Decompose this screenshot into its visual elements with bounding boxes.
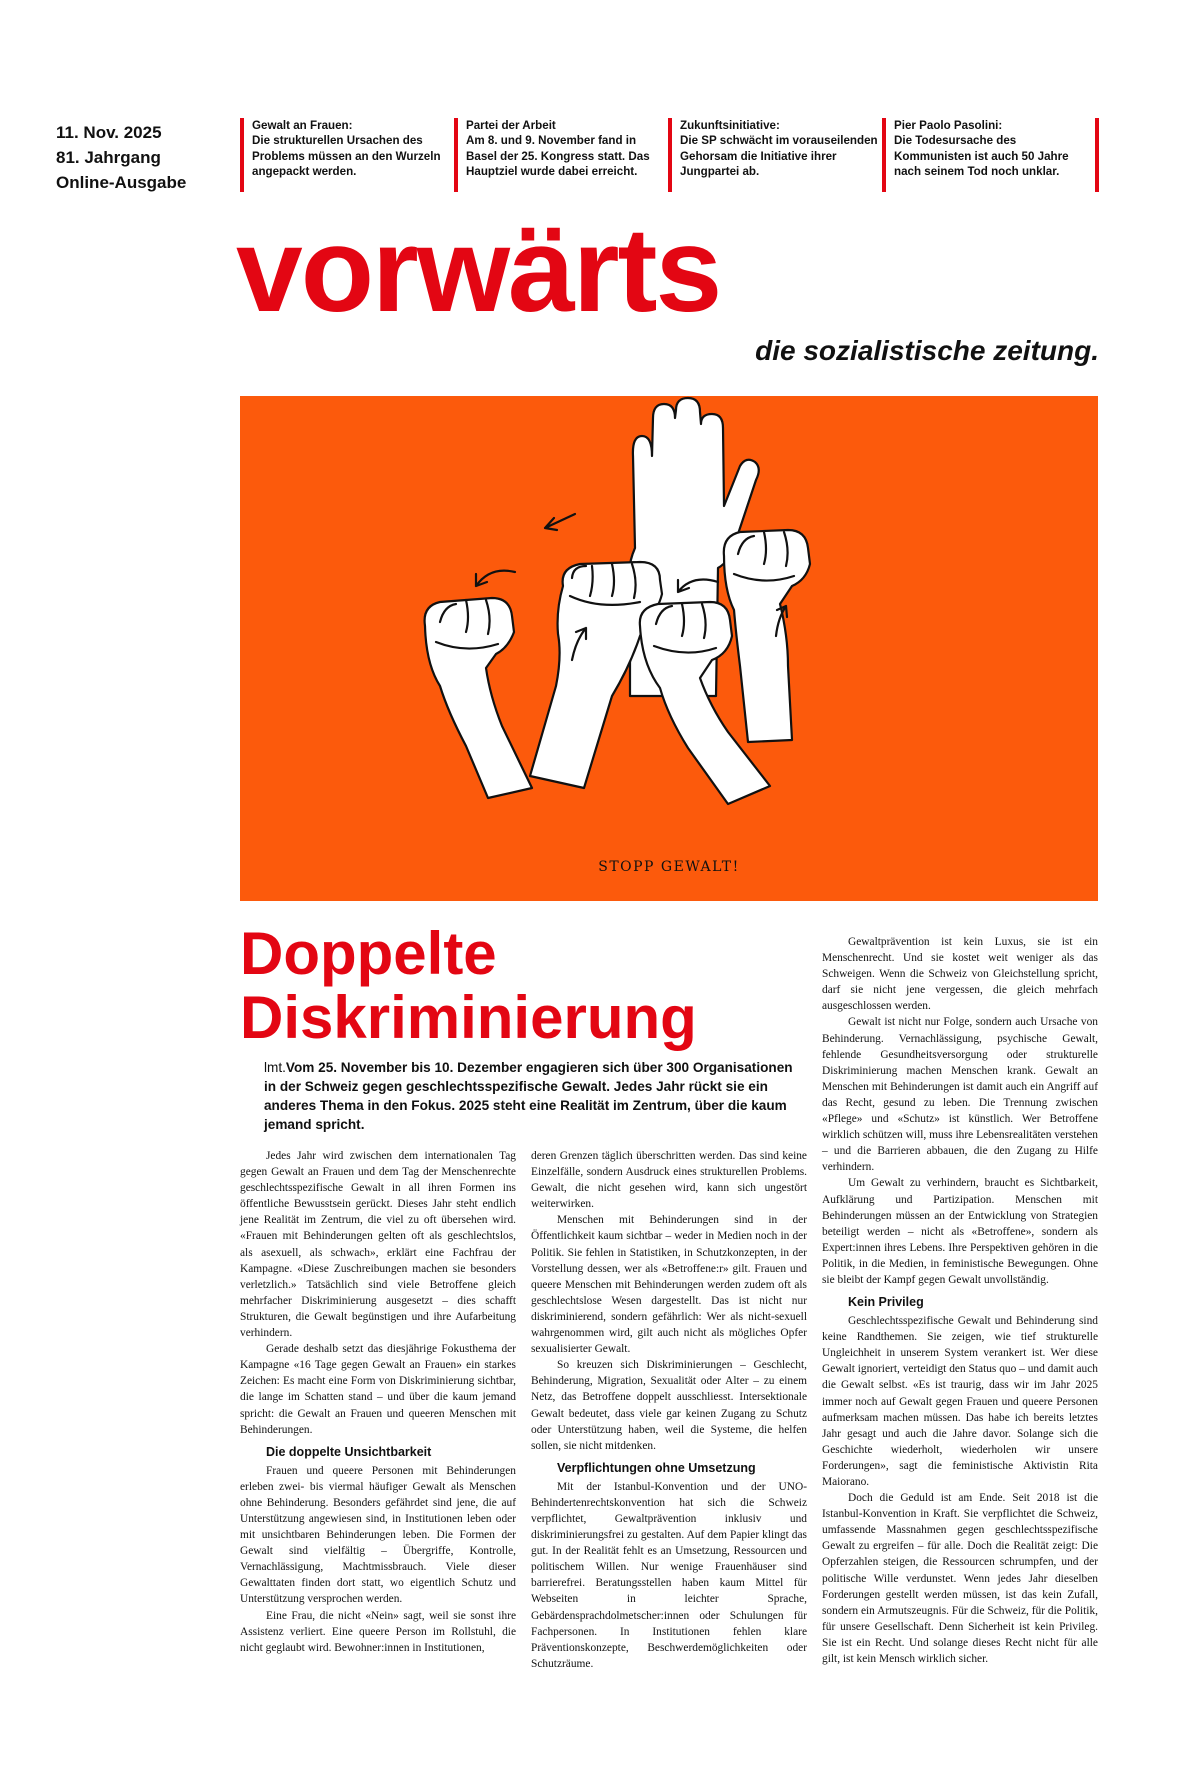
issue-date: 11. Nov. 2025: [56, 123, 162, 142]
paragraph: Geschlechtsspezifische Gewalt und Behinderung sind keine Randthemen. Sie zeigen, wie tief strukturelle Ungleichheit in unserem System verankert ist. Wer diese Gewalt ignoriert, verteidigt den Status quo – und damit auch die Gewalt selbst. «Es ist traurig, dass wir im Jahr 2025 immer noch auf Gewalt gegen Frauen und queere Personen aufmerksam machen müssen. Das habe ich bereits letztes Jahr gesagt und auch die Jahre davor. Solange sich die Geschichte wiederholt, wiederholen wir unsere Forderungen», sagt die feministische Aktivistin Rita Maiorano.: [822, 1315, 1098, 1488]
teaser-zukunftsinitiative[interactable]: [668, 118, 882, 192]
paragraph: Gerade deshalb setzt das diesjährige Fokusthema der Kampagne «16 Tage gegen Gewalt an Frauen» ein starkes Zeichen: Es macht eine Form von Diskriminierung sichtbar, die lange im Schatten stand – und über die kaum jemand spricht: die Gewalt an Frauen und queeren Menschen mit Behinderungen.: [240, 1343, 516, 1436]
paragraph: Jedes Jahr wird zwischen dem internationalen Tag gegen Gewalt an Frauen und dem Tag der Menschenrechte geschlechtsspezifische Gewalt in all ihren Formen ins öffentliche Bewusstsein gerückt. Dieses Jahr steht endlich jene Realität im Zentrum, die viel zu oft übersehen wird. «Frauen mit Behinderungen gelten oft als geschlechtslos, als asexuell, als schwach», erklärt eine Fachfrau der Kampagne. «Diese Zuschreibungen machen sie besonders verletzlich.» Tatsächlich sind viele Betroffene gleich mehrfacher Diskriminierung ausgesetzt – dies schafft Strukturen, die Gewalt begünstigen und ihre Aufarbeitung verhindern.: [240, 1150, 516, 1340]
fist-far-right-shape: [724, 530, 810, 742]
paragraph: Mit der Istanbul-Konvention und der UNO-Behindertenrechtskonvention hat sich die Schweiz verpflichtet, Gewaltprävention inklusiv und diskriminierungsfrei zu gestalten. Auf dem Papier klingt das gut. In der Realität fehlt es an Umsetzung, Ressourcen und politischem Willen. Nur wenige Frauenhäuser sind barrierefrei. Beratungsstellen haben kaum Mittel für Webseiten in leichter Sprache, Gebärdensprachdolmetscher:innen oder Schulungen für Fachpersonen. In Institutionen fehlen klare Präventionskonzepte, Beschwerdemöglichkeiten oder Schutzräume.: [531, 1480, 807, 1670]
masthead-tagline: die sozialistische zeitung.: [755, 335, 1099, 366]
paragraph: Gewaltprävention ist kein Luxus, sie ist ein Menschenrecht. Und sie kostet weit weniger als das Schweigen. Wenn die Schweiz von Gleichstellung spricht, darf sie nicht jene vergessen, die gleich mehrfach ausgeschlossen werden.: [822, 936, 1098, 1013]
arrow-shape: [476, 571, 515, 586]
arrow-shape: [545, 514, 575, 530]
teaser-end-rule: [1095, 118, 1099, 192]
teaser-pasolini[interactable]: [882, 118, 1095, 192]
article-column-3: [822, 934, 1098, 1667]
teaser-kicker: Gewalt an Frauen:: [252, 119, 353, 132]
article-headline: [240, 922, 697, 1050]
article-column-2: [531, 1148, 807, 1672]
paragraph: Menschen mit Behinderungen sind in der Öffentlichkeit kaum sichtbar – weder in Medien noch in der Politik. Sie fehlen in Statistiken, in Schutzkonzepten, in der Vorstellung dessen, wer als «Betroffene:r» gilt. Frauen und queere Menschen mit Behinderungen werden zudem oft als geschlechtslose Wesen dargestellt. Das ist nicht nur diskriminierend, sondern gefährlich: Wer als nicht-sexuell wahrgenommen wird, gilt auch nicht als mögliches Opfer sexualisierter Gewalt.: [531, 1214, 807, 1356]
teaser-text: Am 8. und 9. November fand in Basel der 25. Kongress statt. Das Hauptziel wurde dabei erreicht.: [466, 134, 650, 179]
fist-far-left-shape: [425, 598, 532, 798]
headline-line-2: Diskriminierung: [240, 984, 697, 1051]
teaser-text: Die Todesursache des Kommunisten ist auch 50 Jahre nach seinem Tod noch unklar.: [894, 134, 1069, 179]
issue-volume: 81. Jahrgang: [56, 148, 161, 167]
teaser-text: Die strukturellen Ursachen des Problems müssen an den Wurzeln angepackt werden.: [252, 134, 441, 179]
masthead-title[interactable]: vorwärts: [236, 203, 721, 337]
teaser-partei-der-arbeit[interactable]: [454, 118, 668, 192]
headline-line-1: Doppelte: [240, 920, 497, 987]
teaser-gewalt-an-frauen[interactable]: [240, 118, 454, 192]
author-initials: lmt.: [264, 1060, 286, 1075]
hero-caption: STOPP GEWALT!: [598, 859, 740, 875]
paragraph: Frauen und queere Personen mit Behinderungen erleben zwei- bis viermal häufiger Gewalt als Menschen ohne Behinderung. Besonders gefährdet sind jene, die auf Unterstützung angewiesen sind, in Institutionen leben oder mit unsichtbaren Behinderungen leben. Die Formen der Gewalt sind vielfältig – Übergriffe, Kontrolle, Vernachlässigung, Machtmissbrauch. Viele dieser Gewalttaten finden dort statt, wo eigentlich Schutz und Unterstützung versprochen werden.: [240, 1464, 516, 1606]
subheading: Verpflichtungen ohne Umsetzung: [557, 1460, 756, 1475]
issue-edition: Online-Ausgabe: [56, 173, 187, 192]
paragraph: deren Grenzen täglich überschritten werden. Das sind keine Einzelfälle, sondern Ausdruck eines strukturellen Problems. Gewalt, die nicht gesehen wird, kann sich ungestört weiterwirken.: [531, 1150, 807, 1211]
hero-illustration: [240, 396, 1098, 901]
paragraph: Gewalt ist nicht nur Folge, sondern auch Ursache von Behinderung. Vernachlässigung, psychische Gewalt, fehlende Gesundheitsversorgung oder strukturelle Diskriminierung machen Menschen krank. Gewalt an Menschen mit Behinderungen ist damit auch ein Angriff auf das Recht, gesund zu leben. Die Trennung zwischen «Pflege» und «Schutz» ist künstlich. Wer Betroffene wirklich schützen will, muss ihre Lebensrealitäten verstehen – und die Barrieren abbauen, die den Zugang zu Hilfe verhindern.: [822, 1016, 1098, 1174]
paragraph: Eine Frau, die nicht «Nein» sagt, weil sie sonst ihre Assistenz verliert. Eine queere Person im Rollstuhl, die nicht geglaubt wird. Bewohner:innen in Institutionen,: [240, 1609, 516, 1654]
paragraph: Um Gewalt zu verhindern, braucht es Sichtbarkeit, Aufklärung und Partizipation. Menschen mit Behinderungen müssen an der Entwicklung von Strategien beteiligt werden – nicht als «Betroffene», sondern als Expert:innen ihres Lebens. Ihre Perspektiven gehören in die Politik, in die Medien, in feministische Bewegungen. Ohne sie bleibt der Kampf gegen Gewalt unvollständig.: [822, 1177, 1098, 1286]
teaser-kicker: Partei der Arbeit: [466, 119, 556, 132]
paragraph: Doch die Geduld ist am Ende. Seit 2018 ist die Istanbul-Konvention in Kraft. Sie verpflichtet die Schweiz, umfassende Massnahmen gegen geschlechtsspezifische Gewalt zu ergreifen – für alle. Doch die Realität zeigt: Die Opferzahlen steigen, die Ressourcen schrumpfen, und der politische Wille verdunstet. Wenn jedes Jahr dieselben Forderungen gestellt werden müssen, ist das kein Zufall, sondern ein Armutszeugnis. Für die Schweiz, für die Politik, für unsere Gesellschaft. Denn Sicherheit ist kein Privileg. Sie ist ein Recht. Und solange dieses Recht nicht für alle gilt, ist kein Mensch wirklich sicher.: [822, 1492, 1098, 1666]
teaser-kicker: Pier Paolo Pasolini:: [894, 119, 1003, 132]
raised-hands-illustration: [240, 396, 1098, 901]
teaser-kicker: Zukunftsinitiative:: [680, 119, 780, 132]
lead-text: Vom 25. November bis 10. Dezember engagieren sich über 300 Organisationen in der Schweiz gegen geschlechtsspezifische Gewalt. Jedes Jahr rückt sie ein anderes Thema in den Fokus. 2025 steht eine Realität im Zentrum, über die kaum jemand spricht.: [264, 1060, 793, 1132]
paragraph: So kreuzen sich Diskriminierungen – Geschlecht, Behinderung, Migration, Sexualität oder Alter – zu einem Netz, das Betroffene doppelt ausschliesst. Intersektionale Gewalt bedeutet, dass viele gar keinen Zugang zu Schutz oder Unterstützung haben, weil die Systeme, die helfen sollen, sie nicht mitdenken.: [531, 1359, 807, 1452]
article-lead: [264, 1058, 804, 1134]
issue-info: [56, 120, 226, 195]
teaser-text: Die SP schwächt im vorauseilenden Gehorsam die Initiative ihrer Jungpartei ab.: [680, 134, 878, 179]
subheading: Die doppelte Unsichtbarkeit: [266, 1444, 432, 1459]
article-column-1: [240, 1148, 516, 1656]
subheading: Kein Privileg: [848, 1295, 924, 1310]
